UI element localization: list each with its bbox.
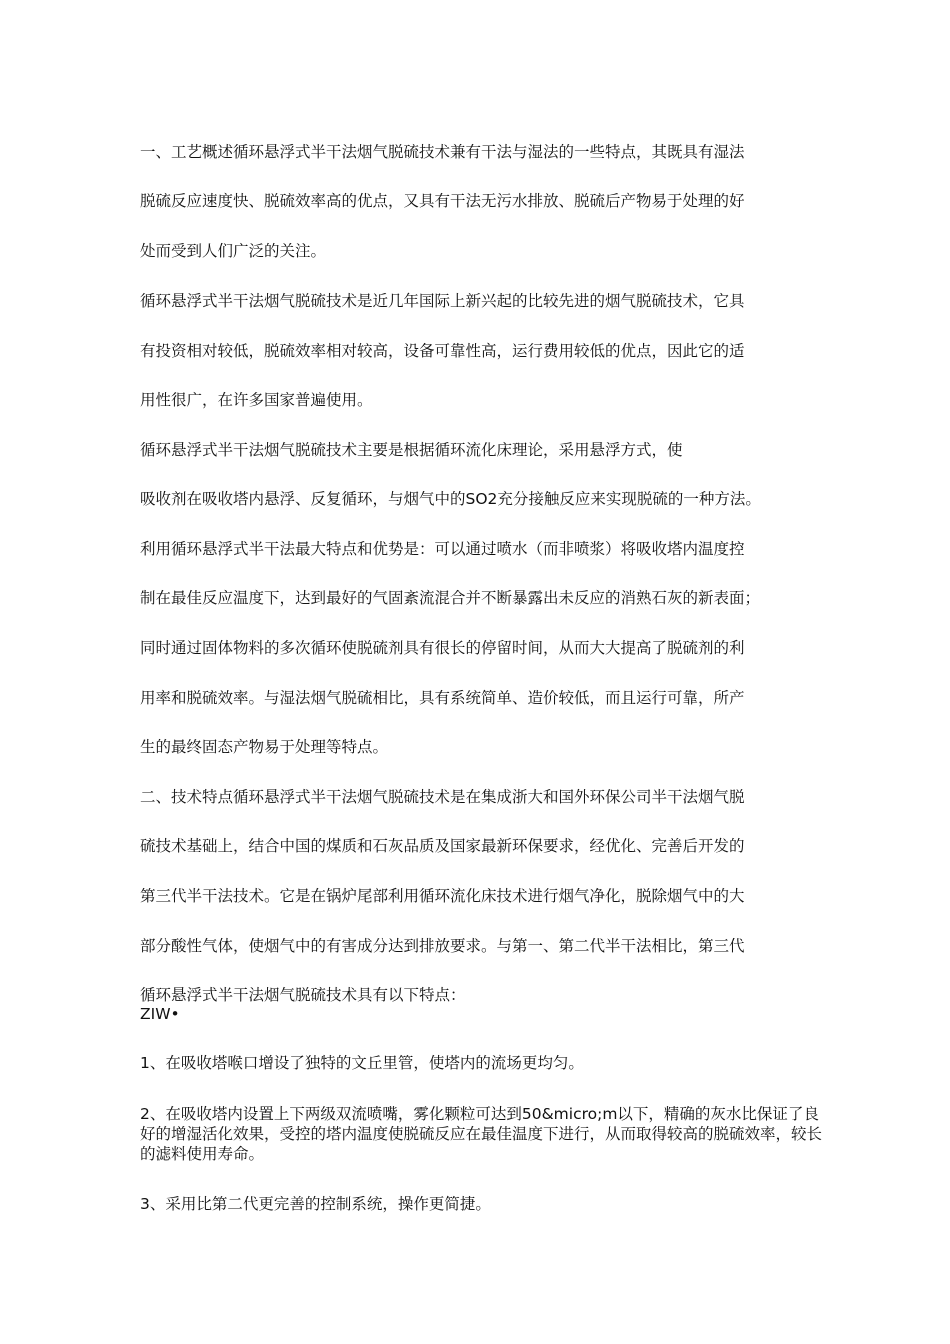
text-line: 利用循环悬浮式半干法最大特点和优势是：可以通过喷水（而非喷浆）将吸收塔内温度控: [140, 540, 745, 558]
text-line: 部分酸性气体，使烟气中的有害成分达到排放要求。与第一、第二代半干法相比，第三代: [140, 937, 745, 955]
text-line: 第三代半干法技术。它是在锅炉尾部利用循环流化床技术进行烟气净化，脱除烟气中的大: [140, 887, 745, 905]
list-item: 3、采用比第二代更完善的控制系统，操作更简捷。: [140, 1195, 491, 1213]
text-line: ZIW•: [140, 1005, 180, 1023]
text-line: 循环悬浮式半干法烟气脱硫技术具有以下特点：: [140, 986, 466, 1004]
text-line: 脱硫反应速度快、脱硫效率高的优点，又具有干法无污水排放、脱硫后产物易于处理的好: [140, 192, 745, 210]
list-item: 2、在吸收塔内设置上下两级双流喷嘴，雾化颗粒可达到50&micro;m以下，精确的灰水比保证了良好的增湿活化效果，受控的塔内温度使脱硫反应在最佳温度下进行，从而取得较高的脱硫效率，较长的滤料使用寿命。: [140, 1105, 823, 1163]
text-line: 循环悬浮式半干法烟气脱硫技术是近几年国际上新兴起的比较先进的烟气脱硫技术，它具: [140, 292, 745, 310]
text-line: 处而受到人们广泛的关注。: [140, 242, 327, 260]
text-line: 二、技术特点循环悬浮式半干法烟气脱硫技术是在集成浙大和国外环保公司半干法烟气脱: [140, 788, 745, 806]
text-line: 一、工艺概述循环悬浮式半干法烟气脱硫技术兼有干法与湿法的一些特点，其既具有湿法: [140, 143, 745, 161]
text-line: 有投资相对较低，脱硫效率相对较高，设备可靠性高，运行费用较低的优点，因此它的适: [140, 342, 745, 360]
text-line: 同时通过固体物料的多次循环使脱硫剂具有很长的停留时间，从而大大提高了脱硫剂的利: [140, 639, 745, 657]
text-line: 生的最终固态产物易于处理等特点。: [140, 738, 389, 756]
text-line: 制在最佳反应温度下，达到最好的气固紊流混合并不断暴露出未反应的消熟石灰的新表面；: [140, 589, 761, 607]
text-line: 用率和脱硫效率。与湿法烟气脱硫相比，具有系统简单、造价较低，而且运行可靠，所产: [140, 689, 745, 707]
text-line: 循环悬浮式半干法烟气脱硫技术主要是根据循环流化床理论，采用悬浮方式，使: [140, 441, 683, 459]
list-item: 1、在吸收塔喉口增设了独特的文丘里管，使塔内的流场更均匀。: [140, 1054, 584, 1072]
text-line: 吸收剂在吸收塔内悬浮、反复循环，与烟气中的SO2充分接触反应来实现脱硫的一种方法。: [140, 490, 761, 508]
text-line: 用性很广，在许多国家普遍使用。: [140, 391, 373, 409]
text-line: 硫技术基础上，结合中国的煤质和石灰品质及国家最新环保要求，经优化、完善后开发的: [140, 837, 745, 855]
